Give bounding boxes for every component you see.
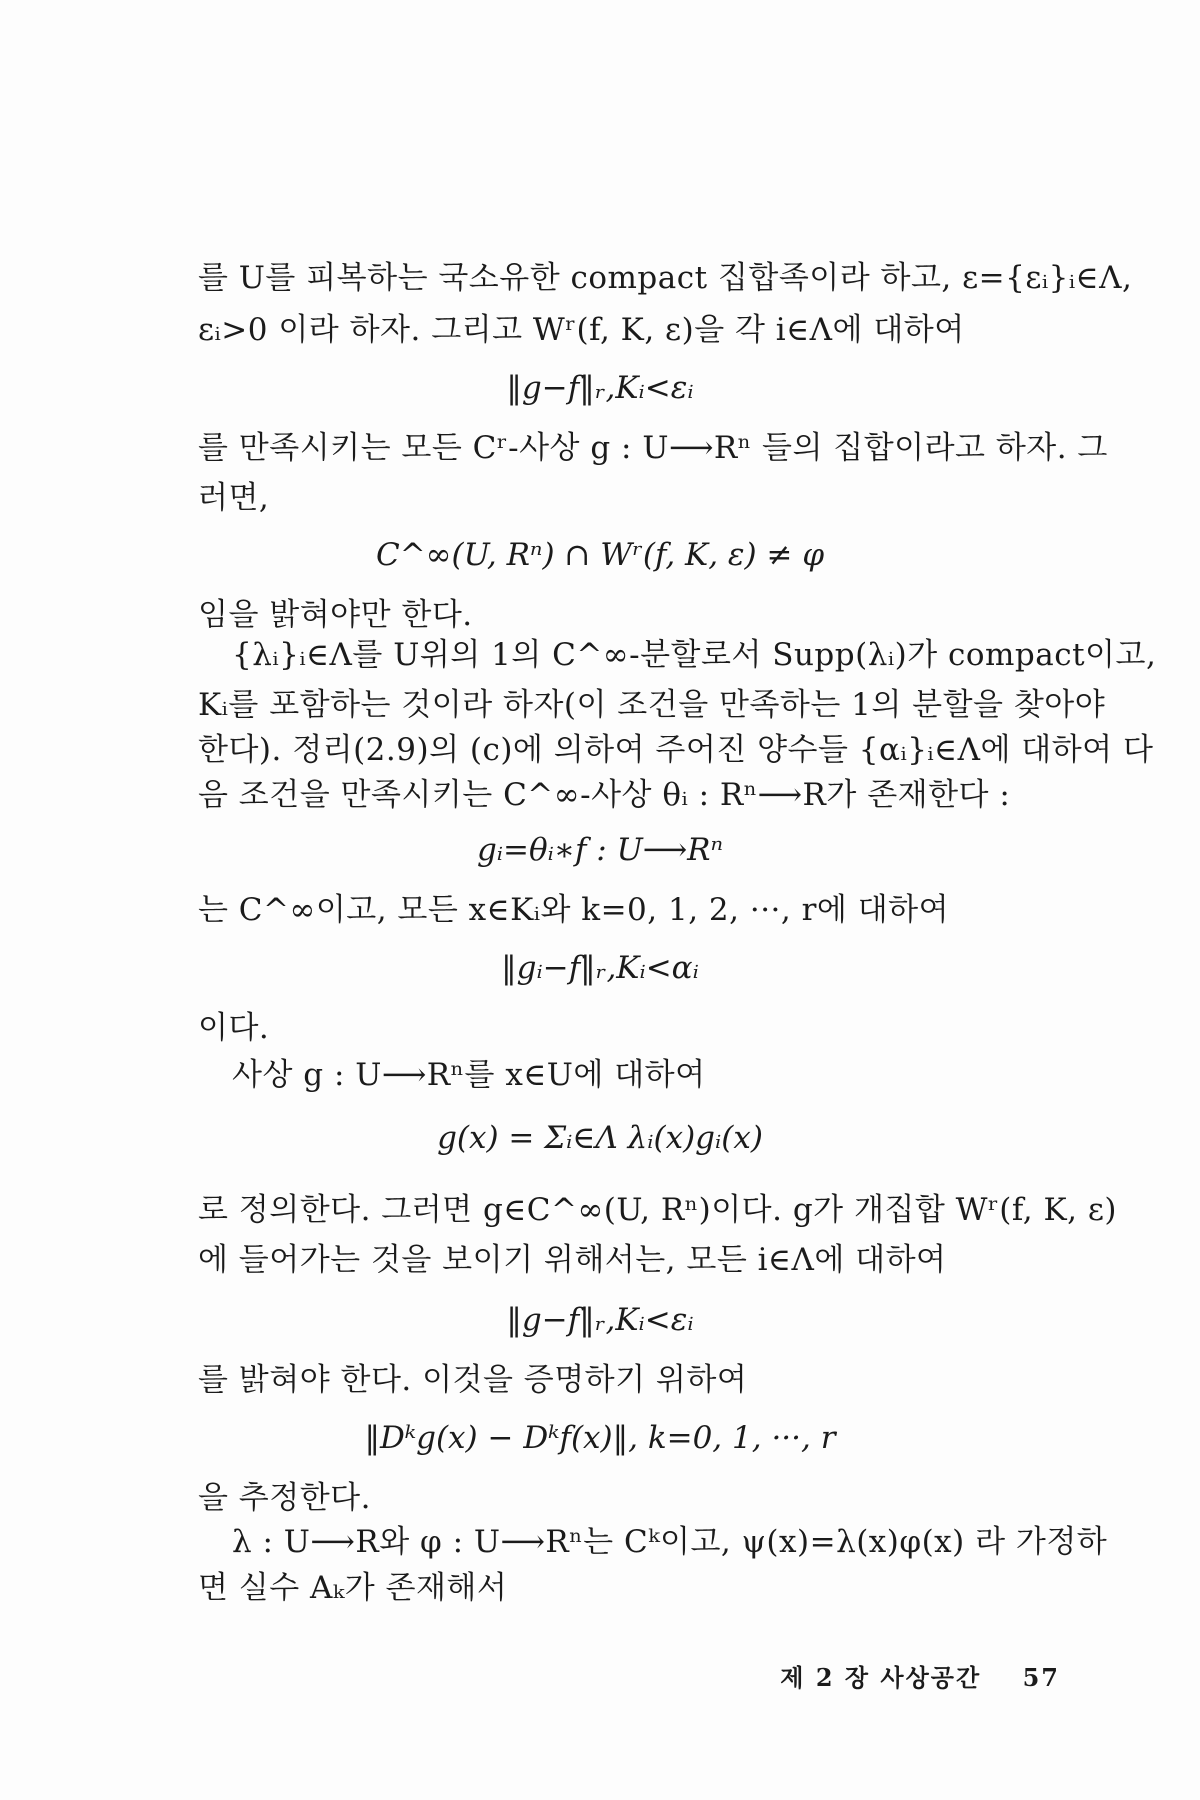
text-line: λ : U⟶R와 φ : U⟶Rⁿ는 Cᵏ이고, ψ(x)=λ(x)φ(x) 라 가정하 — [232, 1524, 1108, 1560]
text-line: 임을 밝혀야만 한다. — [198, 597, 473, 633]
text-line: 한다). 정리(2.9)의 (c)에 의하여 주어진 양수들 {αᵢ}ᵢ∈Λ에 대하여 다 — [198, 732, 1154, 768]
equation: ‖g−f‖ᵣ,Kᵢ<εᵢ — [506, 1302, 694, 1338]
text-line: 러면, — [198, 480, 270, 516]
text-line: 을 추정한다. — [198, 1480, 371, 1516]
text-line: 를 밝혀야 한다. 이것을 증명하기 위하여 — [198, 1362, 748, 1398]
text-line: 로 정의한다. 그러면 g∈C^∞(U, Rⁿ)이다. g가 개집합 Wʳ(f, K, ε) — [198, 1192, 1117, 1228]
page-footer — [780, 1658, 1060, 1693]
equation: ‖Dᵏg(x) − Dᵏf(x)‖, k=0, 1, ···, r — [364, 1420, 836, 1456]
text-line: Kᵢ를 포함하는 것이라 하자(이 조건을 만족하는 1의 분할을 찾아야 — [198, 687, 1106, 723]
equation: gᵢ=θᵢ∗f : U⟶Rⁿ — [476, 832, 724, 868]
text-line: 에 들어가는 것을 보이기 위해서는, 모든 i∈Λ에 대하여 — [198, 1242, 947, 1278]
text-line: 면 실수 Aₖ가 존재해서 — [198, 1570, 508, 1606]
text-line: 는 C^∞이고, 모든 x∈Kᵢ와 k=0, 1, 2, ···, r에 대하여 — [198, 892, 950, 928]
text-line: {λᵢ}ᵢ∈Λ를 U위의 1의 C^∞-분할로서 Supp(λᵢ)가 compact이고, — [232, 637, 1157, 673]
text-line: 음 조건을 만족시키는 C^∞-사상 θᵢ : Rⁿ⟶R가 존재한다 : — [198, 777, 1011, 813]
equation: g(x) = Σᵢ∈Λ λᵢ(x)gᵢ(x) — [437, 1120, 763, 1156]
text-line: 사상 g : U⟶Rⁿ를 x∈U에 대하여 — [232, 1057, 706, 1093]
text-line: 를 U를 피복하는 국소유한 compact 집합족이라 하고, ε={εᵢ}ᵢ∈Λ, — [198, 260, 1133, 296]
page-number: 57 — [1022, 1663, 1060, 1692]
equation: ‖g−f‖ᵣ,Kᵢ<εᵢ — [506, 370, 694, 406]
equation: C^∞(U, Rⁿ) ∩ Wʳ(f, K, ε) ≠ φ — [375, 537, 825, 573]
equation: ‖gᵢ−f‖ᵣ,Kᵢ<αᵢ — [501, 950, 699, 986]
chapter-title: 제 2 장 사상공간 — [780, 1663, 982, 1692]
text-line: εᵢ>0 이라 하자. 그리고 Wʳ(f, K, ε)을 각 i∈Λ에 대하여 — [198, 312, 965, 348]
text-line: 를 만족시키는 모든 Cʳ-사상 g : U⟶Rⁿ 들의 집합이라고 하자. 그 — [198, 430, 1108, 466]
text-line: 이다. — [198, 1010, 270, 1046]
